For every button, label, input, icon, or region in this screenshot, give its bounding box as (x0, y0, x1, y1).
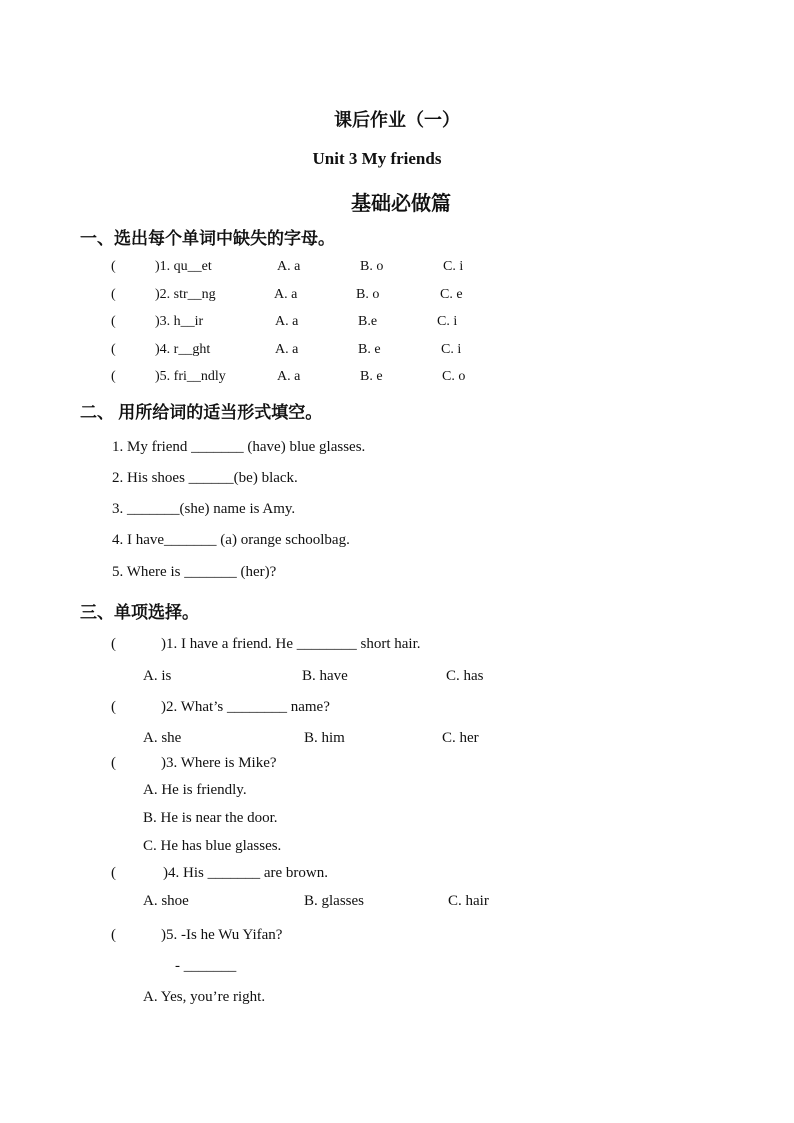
option-c: C. i (443, 259, 464, 274)
section3-heading: 三、单项选择。 (80, 603, 199, 622)
option-b: B. e (360, 369, 383, 384)
fill-blank-item: 1. My friend _______ (have) blue glasses. (112, 439, 366, 455)
option-a: A. a (277, 369, 301, 384)
option-a: A. she (143, 730, 182, 746)
option-c: C. her (442, 730, 479, 746)
worksheet-title: 课后作业（一） (334, 110, 460, 130)
section2-heading: 二、 用所给词的适当形式填空。 (80, 403, 323, 422)
fill-blank-item: 4. I have_______ (a) orange schoolbag. (112, 532, 350, 548)
question-text: )4. r__ght (155, 342, 211, 357)
question-text: )2. str__ng (155, 287, 216, 302)
answer-paren: ( (111, 342, 116, 357)
section-subtitle: 基础必做篇 (351, 193, 451, 215)
option-c: C. e (440, 287, 463, 302)
question-text: )2. What’s ________ name? (161, 699, 330, 715)
answer-paren: ( (111, 314, 116, 329)
fill-blank-item: 2. His shoes ______(be) black. (112, 470, 298, 486)
option-c: C. o (442, 369, 466, 384)
unit-title: Unit 3 My friends (312, 149, 442, 168)
answer-blank: - _______ (175, 958, 237, 974)
option-c: C. hair (448, 893, 489, 909)
option-b: B. o (360, 259, 384, 274)
option-c: C. i (441, 342, 462, 357)
fill-blank-item: 5. Where is _______ (her)? (112, 564, 277, 580)
option-b: B. glasses (304, 893, 364, 909)
question-text: )5. fri__ndly (155, 369, 226, 384)
option-a: A. is (143, 668, 172, 684)
option-b: B. have (302, 668, 348, 684)
question-text: )5. -Is he Wu Yifan? (161, 927, 283, 943)
answer-paren: ( (111, 259, 116, 274)
question-text: )3. Where is Mike? (161, 755, 277, 771)
option-c: C. He has blue glasses. (143, 838, 282, 854)
option-a: A. a (274, 287, 298, 302)
option-a: A. a (277, 259, 301, 274)
option-a: A. a (275, 314, 299, 329)
question-text: )3. h__ir (155, 314, 204, 329)
answer-paren: ( (111, 865, 116, 881)
option-b: B. him (304, 730, 345, 746)
answer-paren: ( (111, 699, 116, 715)
answer-paren: ( (111, 369, 116, 384)
option-b: B. He is near the door. (143, 810, 278, 826)
option-a: A. a (275, 342, 299, 357)
answer-paren: ( (111, 636, 116, 652)
option-b: B.e (358, 314, 378, 329)
option-a: A. Yes, you’re right. (143, 989, 266, 1005)
option-a: A. He is friendly. (143, 782, 247, 798)
section1-heading: 一、选出每个单词中缺失的字母。 (80, 229, 335, 248)
option-a: A. shoe (143, 893, 189, 909)
question-text: )1. I have a friend. He ________ short hair. (161, 636, 421, 652)
option-b: B. e (358, 342, 381, 357)
option-c: C. has (446, 668, 484, 684)
option-c: C. i (437, 314, 458, 329)
option-b: B. o (356, 287, 380, 302)
fill-blank-item: 3. _______(she) name is Amy. (112, 501, 296, 517)
question-text: )1. qu__et (155, 259, 212, 274)
answer-paren: ( (111, 927, 116, 943)
answer-paren: ( (111, 755, 116, 771)
question-text: )4. His _______ are brown. (163, 865, 328, 881)
answer-paren: ( (111, 287, 116, 302)
